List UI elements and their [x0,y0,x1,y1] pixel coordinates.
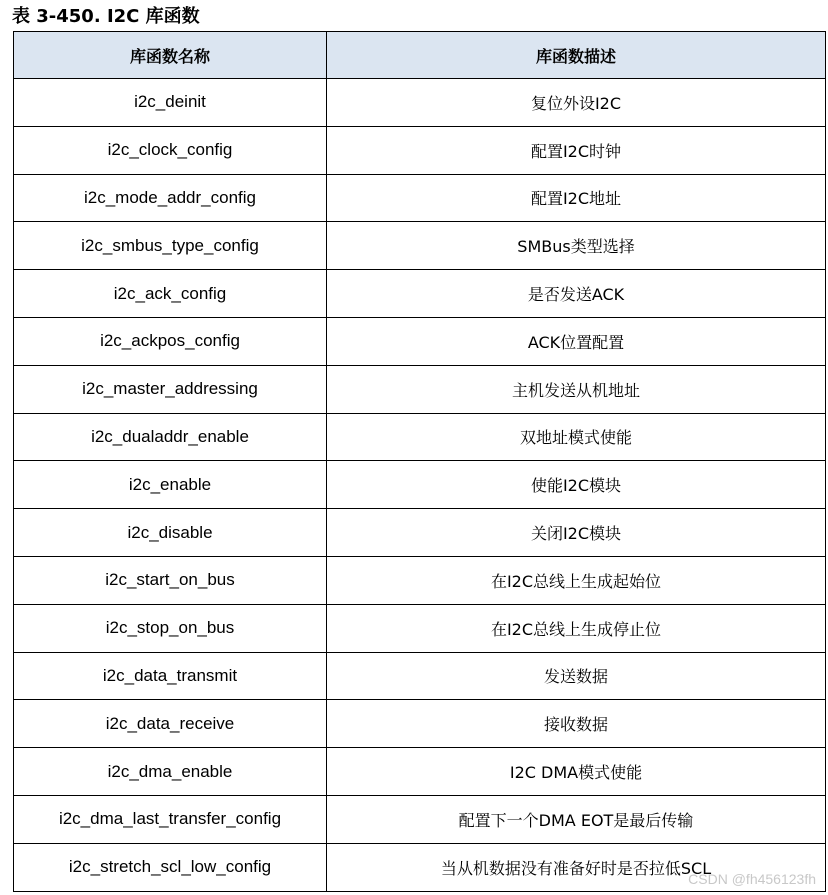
function-name-cell: i2c_mode_addr_config [14,174,327,222]
function-name-cell: i2c_ackpos_config [14,317,327,365]
column-header-function-name: 库函数名称 [14,32,327,79]
function-description-cell: 当从机数据没有准备好时是否拉低SCL [327,843,826,891]
table-row [14,604,826,652]
function-name-cell: i2c_smbus_type_config [14,222,327,270]
table-row [14,509,826,557]
table-row [14,652,826,700]
table-row [14,795,826,843]
table-row [14,79,826,127]
table-row [14,461,826,509]
function-name-cell: i2c_clock_config [14,126,327,174]
function-name-cell: i2c_dualaddr_enable [14,413,327,461]
function-name-cell: i2c_disable [14,509,327,557]
function-description-cell: 接收数据 [327,700,826,748]
table-header-row [14,32,826,79]
table-row [14,413,826,461]
table-row [14,365,826,413]
function-description-cell: 使能I2C模块 [327,461,826,509]
function-description-cell: 在I2C总线上生成起始位 [327,556,826,604]
table-row [14,222,826,270]
table-row [14,748,826,796]
function-name-cell: i2c_stretch_scl_low_config [14,843,327,891]
function-name-cell: i2c_dma_last_transfer_config [14,795,327,843]
function-name-cell: i2c_master_addressing [14,365,327,413]
function-name-cell: i2c_enable [14,461,327,509]
function-name-cell: i2c_ack_config [14,270,327,318]
function-description-cell: 配置I2C地址 [327,174,826,222]
function-description-cell: SMBus类型选择 [327,222,826,270]
column-header-function-description: 库函数描述 [327,32,826,79]
function-name-cell: i2c_data_transmit [14,652,327,700]
table-row [14,126,826,174]
table-caption: 表 3-450. I2C 库函数 [12,6,200,27]
function-description-cell: 在I2C总线上生成停止位 [327,604,826,652]
function-description-cell: 复位外设I2C [327,79,826,127]
function-description-cell: 配置下一个DMA EOT是最后传输 [327,795,826,843]
table-body [14,79,826,892]
i2c-function-table [13,31,826,892]
function-description-cell: 双地址模式使能 [327,413,826,461]
function-name-cell: i2c_stop_on_bus [14,604,327,652]
function-description-cell: 关闭I2C模块 [327,509,826,557]
function-description-cell: 主机发送从机地址 [327,365,826,413]
function-description-cell: 是否发送ACK [327,270,826,318]
function-description-cell: ACK位置配置 [327,317,826,365]
table-row [14,270,826,318]
table-row [14,317,826,365]
function-description-cell: 配置I2C时钟 [327,126,826,174]
function-name-cell: i2c_deinit [14,79,327,127]
function-description-cell: I2C DMA模式使能 [327,748,826,796]
function-name-cell: i2c_start_on_bus [14,556,327,604]
function-name-cell: i2c_data_receive [14,700,327,748]
table-row [14,556,826,604]
table-row [14,700,826,748]
function-name-cell: i2c_dma_enable [14,748,327,796]
table-row [14,174,826,222]
watermark: CSDN @fh456123fh [688,871,816,887]
function-description-cell: 发送数据 [327,652,826,700]
